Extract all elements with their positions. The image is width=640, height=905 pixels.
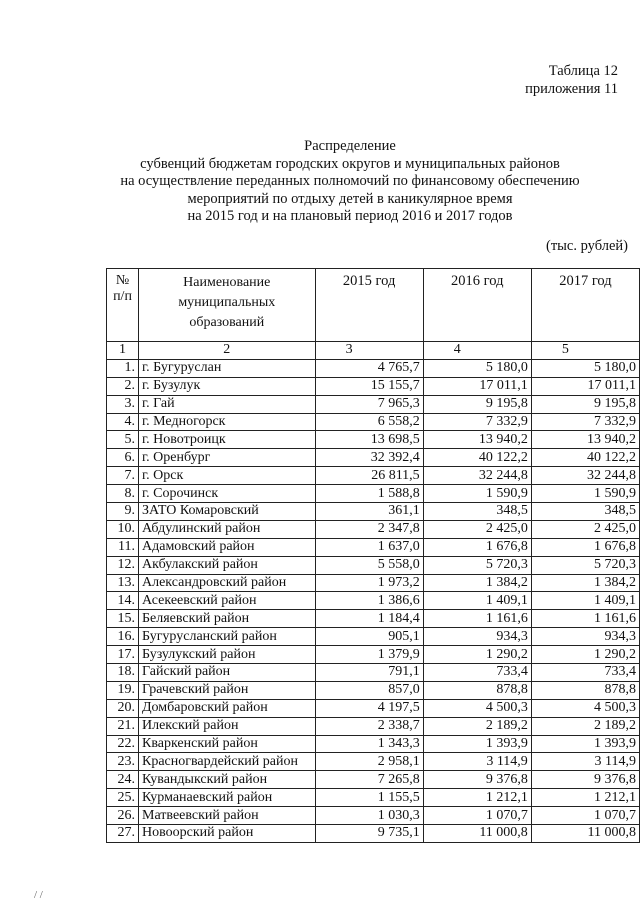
- row-number: 13.: [107, 574, 139, 592]
- table-row: [107, 413, 640, 431]
- row-value-2015: 1 973,2: [315, 574, 423, 592]
- row-number: 18.: [107, 664, 139, 682]
- row-name: Курманаевский район: [139, 789, 316, 807]
- row-value-2015: 1 030,3: [315, 807, 423, 825]
- row-value-2017: 1 290,2: [531, 646, 639, 664]
- row-value-2017: 1 212,1: [531, 789, 639, 807]
- table-row: [107, 789, 640, 807]
- row-value-2015: 791,1: [315, 664, 423, 682]
- table-header-row: [107, 269, 640, 342]
- column-number: 4: [423, 342, 531, 360]
- column-number: 2: [139, 342, 316, 360]
- row-value-2016: 4 500,3: [423, 699, 531, 717]
- table-row: [107, 592, 640, 610]
- table-row: [107, 556, 640, 574]
- row-value-2015: 5 558,0: [315, 556, 423, 574]
- row-value-2015: 15 155,7: [315, 377, 423, 395]
- row-value-2016: 1 290,2: [423, 646, 531, 664]
- row-value-2017: 1 393,9: [531, 735, 639, 753]
- row-value-2017: 9 195,8: [531, 395, 639, 413]
- table-row: [107, 825, 640, 843]
- row-value-2017: 7 332,9: [531, 413, 639, 431]
- row-value-2016: 5 180,0: [423, 359, 531, 377]
- row-value-2017: 17 011,1: [531, 377, 639, 395]
- table-row: [107, 574, 640, 592]
- row-value-2017: 2 425,0: [531, 520, 639, 538]
- row-value-2017: 348,5: [531, 503, 639, 521]
- header-2016: 2016 год: [423, 269, 531, 342]
- table-row: [107, 485, 640, 503]
- row-value-2016: 5 720,3: [423, 556, 531, 574]
- row-number: 7.: [107, 467, 139, 485]
- table-row: [107, 628, 640, 646]
- row-value-2016: 1 409,1: [423, 592, 531, 610]
- row-number: 21.: [107, 717, 139, 735]
- row-name: г. Орск: [139, 467, 316, 485]
- row-value-2015: 7 965,3: [315, 395, 423, 413]
- row-value-2015: 2 347,8: [315, 520, 423, 538]
- row-number: 25.: [107, 789, 139, 807]
- row-number: 3.: [107, 395, 139, 413]
- row-value-2016: 1 384,2: [423, 574, 531, 592]
- table-row: [107, 431, 640, 449]
- column-number: 1: [107, 342, 139, 360]
- row-value-2017: 32 244,8: [531, 467, 639, 485]
- row-value-2015: 2 958,1: [315, 753, 423, 771]
- row-value-2015: 905,1: [315, 628, 423, 646]
- row-value-2017: 1 409,1: [531, 592, 639, 610]
- row-value-2015: 26 811,5: [315, 467, 423, 485]
- row-value-2017: 1 676,8: [531, 538, 639, 556]
- row-value-2016: 7 332,9: [423, 413, 531, 431]
- row-value-2015: 6 558,2: [315, 413, 423, 431]
- row-name: Александровский район: [139, 574, 316, 592]
- row-name: Грачевский район: [139, 681, 316, 699]
- row-value-2015: 1 343,3: [315, 735, 423, 753]
- row-name: Матвеевский район: [139, 807, 316, 825]
- row-value-2017: 1 384,2: [531, 574, 639, 592]
- row-value-2016: 9 195,8: [423, 395, 531, 413]
- title-line-1: Распределение: [304, 138, 396, 154]
- row-number: 17.: [107, 646, 139, 664]
- header-num-line-2: п/п: [113, 289, 132, 304]
- row-name: г. Оренбург: [139, 449, 316, 467]
- row-number: 24.: [107, 771, 139, 789]
- row-value-2016: 1 590,9: [423, 485, 531, 503]
- row-value-2016: 1 161,6: [423, 610, 531, 628]
- row-value-2016: 3 114,9: [423, 753, 531, 771]
- row-value-2016: 348,5: [423, 503, 531, 521]
- row-value-2016: 1 676,8: [423, 538, 531, 556]
- table-row: [107, 395, 640, 413]
- row-value-2015: 7 265,8: [315, 771, 423, 789]
- row-value-2017: 11 000,8: [531, 825, 639, 843]
- row-name: Бузулукский район: [139, 646, 316, 664]
- row-name: Абдулинский район: [139, 520, 316, 538]
- row-value-2015: 1 588,8: [315, 485, 423, 503]
- row-name: Гайский район: [139, 664, 316, 682]
- table-row: [107, 646, 640, 664]
- column-numbers-row: [107, 342, 640, 360]
- row-value-2017: 1 161,6: [531, 610, 639, 628]
- table-row: [107, 449, 640, 467]
- row-number: 11.: [107, 538, 139, 556]
- title-line-5: на 2015 год и на плановый период 2016 и 2017 годов: [187, 208, 513, 225]
- row-name: Беляевский район: [139, 610, 316, 628]
- row-value-2016: 934,3: [423, 628, 531, 646]
- table-row: [107, 807, 640, 825]
- row-value-2017: 934,3: [531, 628, 639, 646]
- table-row: [107, 699, 640, 717]
- row-value-2016: 1 212,1: [423, 789, 531, 807]
- row-name: ЗАТО Комаровский: [139, 503, 316, 521]
- row-name: Адамовский район: [139, 538, 316, 556]
- row-number: 27.: [107, 825, 139, 843]
- row-value-2016: 13 940,2: [423, 431, 531, 449]
- row-number: 22.: [107, 735, 139, 753]
- row-number: 16.: [107, 628, 139, 646]
- row-name: г. Бузулук: [139, 377, 316, 395]
- column-number: 5: [531, 342, 639, 360]
- table-row: [107, 610, 640, 628]
- row-name: Кваркенский район: [139, 735, 316, 753]
- row-value-2015: 9 735,1: [315, 825, 423, 843]
- table-row: [107, 538, 640, 556]
- row-number: 5.: [107, 431, 139, 449]
- row-number: 15.: [107, 610, 139, 628]
- row-value-2015: 4 765,7: [315, 359, 423, 377]
- table-row: [107, 359, 640, 377]
- row-number: 12.: [107, 556, 139, 574]
- table-row: [107, 503, 640, 521]
- header-name: Наименование муниципальных образований: [139, 269, 316, 342]
- row-name: Красногвардейский район: [139, 753, 316, 771]
- row-name: Акбулакский район: [139, 556, 316, 574]
- row-value-2015: 4 197,5: [315, 699, 423, 717]
- title-line-3: на осуществление переданных полномочий по финансовому обеспечению: [120, 173, 580, 190]
- row-value-2016: 2 189,2: [423, 717, 531, 735]
- row-name: Асекеевский район: [139, 592, 316, 610]
- header-2017: 2017 год: [531, 269, 639, 342]
- row-number: 1.: [107, 359, 139, 377]
- row-value-2016: 2 425,0: [423, 520, 531, 538]
- subsidy-table: [106, 268, 640, 843]
- row-number: 23.: [107, 753, 139, 771]
- row-value-2015: 1 637,0: [315, 538, 423, 556]
- header-num-line-1: №: [115, 273, 130, 288]
- row-name: г. Новотроицк: [139, 431, 316, 449]
- row-name: Домбаровский район: [139, 699, 316, 717]
- row-number: 2.: [107, 377, 139, 395]
- table-row: [107, 735, 640, 753]
- row-number: 20.: [107, 699, 139, 717]
- row-number: 10.: [107, 520, 139, 538]
- row-value-2015: 32 392,4: [315, 449, 423, 467]
- row-value-2015: 857,0: [315, 681, 423, 699]
- row-value-2015: 1 379,9: [315, 646, 423, 664]
- row-number: 26.: [107, 807, 139, 825]
- row-value-2017: 13 940,2: [531, 431, 639, 449]
- units-label: (тыс. рублей): [546, 238, 628, 254]
- row-name: г. Сорочинск: [139, 485, 316, 503]
- header-2015: 2015 год: [315, 269, 423, 342]
- row-value-2016: 11 000,8: [423, 825, 531, 843]
- row-value-2017: 878,8: [531, 681, 639, 699]
- row-value-2016: 32 244,8: [423, 467, 531, 485]
- row-name: г. Гай: [139, 395, 316, 413]
- title-line-2: субвенций бюджетам городских округов и муниципальных районов: [140, 155, 560, 172]
- row-value-2016: 17 011,1: [423, 377, 531, 395]
- row-number: 14.: [107, 592, 139, 610]
- row-name: г. Медногорск: [139, 413, 316, 431]
- title-line-4: мероприятий по отдыху детей в каникулярное время: [187, 190, 513, 207]
- row-name: Кувандыкский район: [139, 771, 316, 789]
- row-number: 8.: [107, 485, 139, 503]
- row-name: Новоорский район: [139, 825, 316, 843]
- row-name: г. Бугуруслан: [139, 359, 316, 377]
- table-row: [107, 771, 640, 789]
- row-number: 6.: [107, 449, 139, 467]
- row-value-2017: 9 376,8: [531, 771, 639, 789]
- table-row: [107, 467, 640, 485]
- row-number: 4.: [107, 413, 139, 431]
- row-value-2015: 2 338,7: [315, 717, 423, 735]
- row-name: Илекский район: [139, 717, 316, 735]
- row-value-2017: 5 180,0: [531, 359, 639, 377]
- table-row: [107, 520, 640, 538]
- footer-mark: / /: [34, 889, 43, 901]
- table-row: [107, 681, 640, 699]
- row-value-2017: 4 500,3: [531, 699, 639, 717]
- row-value-2016: 9 376,8: [423, 771, 531, 789]
- row-value-2015: 1 386,6: [315, 592, 423, 610]
- table-row: [107, 664, 640, 682]
- row-value-2015: 13 698,5: [315, 431, 423, 449]
- row-value-2016: 733,4: [423, 664, 531, 682]
- row-value-2015: 1 155,5: [315, 789, 423, 807]
- row-number: 9.: [107, 503, 139, 521]
- column-number: 3: [315, 342, 423, 360]
- row-value-2017: 5 720,3: [531, 556, 639, 574]
- table-row: [107, 377, 640, 395]
- row-value-2016: 1 393,9: [423, 735, 531, 753]
- document-title: [90, 138, 610, 226]
- row-value-2015: 1 184,4: [315, 610, 423, 628]
- row-value-2016: 878,8: [423, 681, 531, 699]
- row-value-2017: 40 122,2: [531, 449, 639, 467]
- appendix-number: приложения 11: [525, 81, 618, 97]
- row-value-2017: 733,4: [531, 664, 639, 682]
- row-value-2016: 40 122,2: [423, 449, 531, 467]
- row-value-2017: 2 189,2: [531, 717, 639, 735]
- row-value-2016: 1 070,7: [423, 807, 531, 825]
- row-value-2017: 3 114,9: [531, 753, 639, 771]
- header-num: [107, 269, 139, 342]
- table-row: [107, 717, 640, 735]
- table-reference: [525, 62, 618, 98]
- row-value-2017: 1 590,9: [531, 485, 639, 503]
- table-number: Таблица 12: [548, 63, 618, 79]
- row-number: 19.: [107, 681, 139, 699]
- row-value-2015: 361,1: [315, 503, 423, 521]
- row-value-2017: 1 070,7: [531, 807, 639, 825]
- row-name: Бугурусланский район: [139, 628, 316, 646]
- table-row: [107, 753, 640, 771]
